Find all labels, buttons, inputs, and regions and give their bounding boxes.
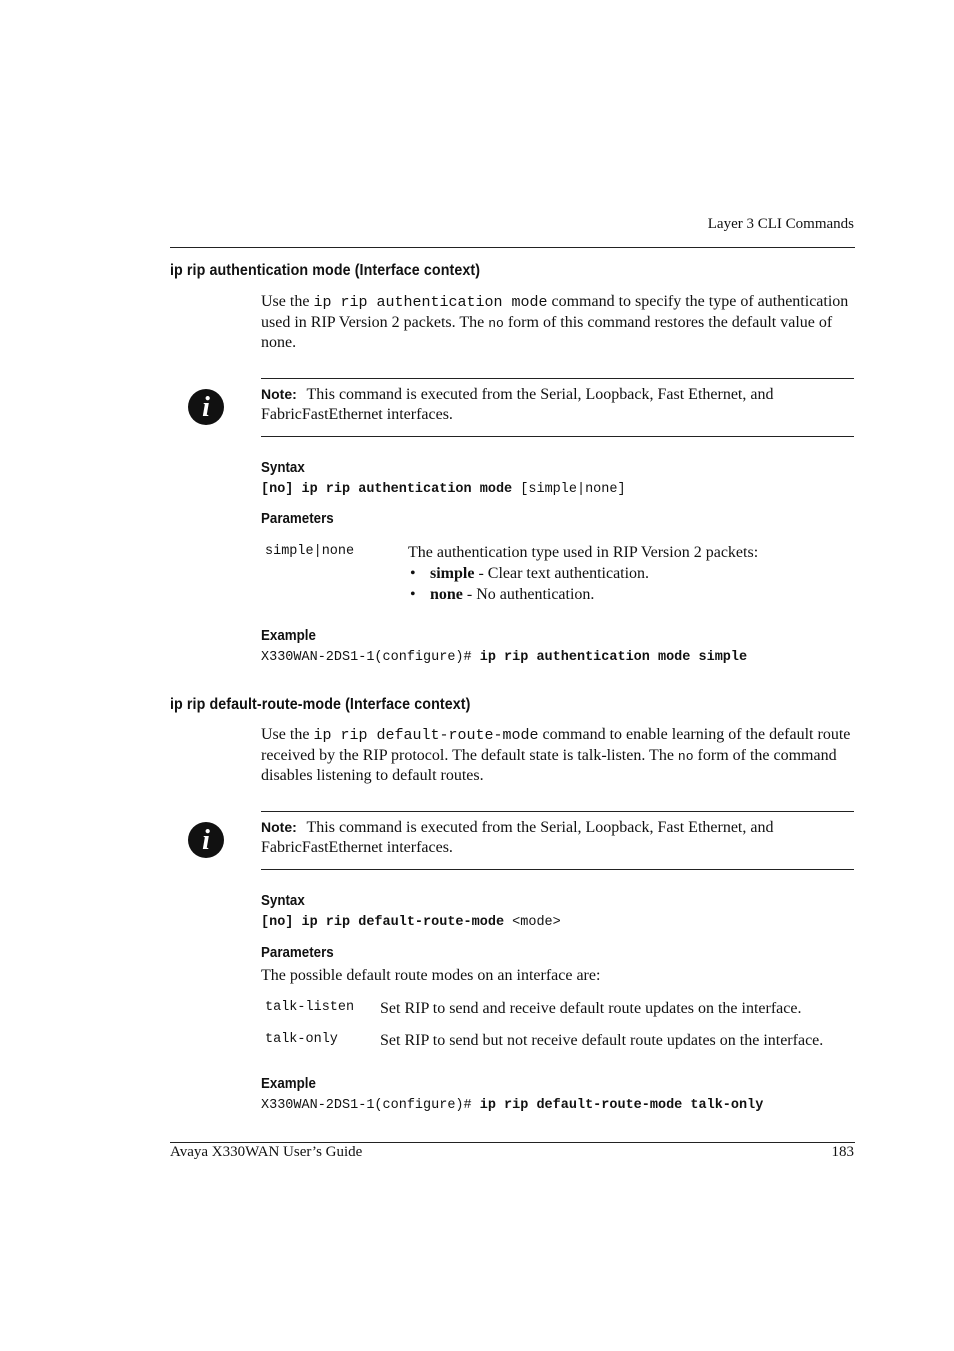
syntax-heading: Syntax — [261, 460, 305, 476]
section-heading-auth-mode: ip rip authentication mode (Interface context) — [170, 262, 481, 279]
param-name-talk-only: talk-only — [265, 1032, 338, 1047]
syntax-heading: Syntax — [261, 893, 305, 909]
info-icon: i — [188, 389, 224, 425]
param-desc-talk-only: Set RIP to send but not receive default route updates on the interface. — [380, 1032, 824, 1049]
note-text: This command is executed from the Serial, Loopback, Fast Ethernet, and FabricFastEthernet interfaces. — [261, 819, 774, 856]
list-item: • simple - Clear text authentication. — [408, 563, 848, 584]
example-line — [261, 1098, 763, 1113]
running-header: Layer 3 CLI Commands — [707, 216, 854, 232]
note-label: Note: — [261, 386, 297, 402]
inline-command: ip rip default-route-mode — [313, 727, 539, 744]
section-intro-default-route-mode — [261, 725, 856, 786]
inline-keyword-no: no — [677, 748, 694, 764]
intro-text: form of the command disables listening to default routes. — [261, 746, 837, 784]
intro-text: Use the — [261, 726, 310, 743]
footer-divider — [170, 1142, 855, 1143]
parameters-intro: The possible default route modes on an interface are: — [261, 967, 601, 984]
note-box — [261, 818, 851, 857]
inline-keyword-no: no — [488, 315, 504, 331]
note-label: Note: — [261, 819, 297, 835]
param-options-list — [408, 563, 848, 605]
example-command: ip rip authentication mode simple — [479, 650, 748, 665]
param-desc-text: The authentication type used in RIP Version 2 packets: — [408, 544, 759, 561]
inline-command: ip rip authentication mode — [313, 294, 548, 311]
intro-text: Use the — [261, 293, 310, 310]
section-intro-auth-mode — [261, 292, 856, 353]
parameters-heading: Parameters — [261, 511, 334, 527]
note-bottom-rule — [261, 869, 854, 870]
footer-title: Avaya X330WAN User’s Guide — [170, 1144, 363, 1160]
note-text: This command is executed from the Serial, Loopback, Fast Ethernet, and FabricFastEthernet interfaces. — [261, 386, 774, 423]
note-box — [261, 385, 851, 424]
syntax-args: [simple|none] — [520, 482, 626, 497]
syntax-args: <mode> — [512, 915, 561, 930]
syntax-line — [261, 482, 626, 497]
info-icon: i — [188, 822, 224, 858]
example-command: ip rip default-route-mode talk-only — [479, 1098, 764, 1113]
example-prompt: X330WAN-2DS1-1(configure)# — [261, 650, 480, 665]
header-divider — [170, 247, 855, 248]
section-heading-default-route-mode: ip rip default-route-mode (Interface context) — [170, 696, 471, 713]
param-desc-talk-listen: Set RIP to send and receive default route updates on the interface. — [380, 1000, 802, 1017]
list-item: • none - No authentication. — [408, 584, 848, 605]
param-name-talk-listen: talk-listen — [265, 1000, 355, 1015]
param-name: simple|none — [265, 544, 355, 559]
example-prompt: X330WAN-2DS1-1(configure)# — [261, 1098, 480, 1113]
note-top-rule — [261, 378, 854, 379]
intro-text: command to specify the type of authentication used in RIP Version 2 packets. The — [261, 293, 849, 331]
example-heading: Example — [261, 1076, 316, 1092]
intro-text: form of this command restores the default value of none. — [261, 313, 833, 351]
example-heading: Example — [261, 628, 316, 644]
intro-text: command to enable learning of the default route received by the RIP protocol. The default state is talk-listen. The — [261, 726, 851, 764]
param-description — [408, 542, 848, 605]
syntax-command: [no] ip rip authentication mode — [261, 482, 513, 497]
syntax-line — [261, 915, 561, 930]
page-number: 183 — [831, 1144, 854, 1160]
note-top-rule — [261, 811, 854, 812]
parameters-heading: Parameters — [261, 945, 334, 961]
syntax-command: [no] ip rip default-route-mode — [261, 915, 505, 930]
note-bottom-rule — [261, 436, 854, 437]
example-line — [261, 650, 747, 665]
